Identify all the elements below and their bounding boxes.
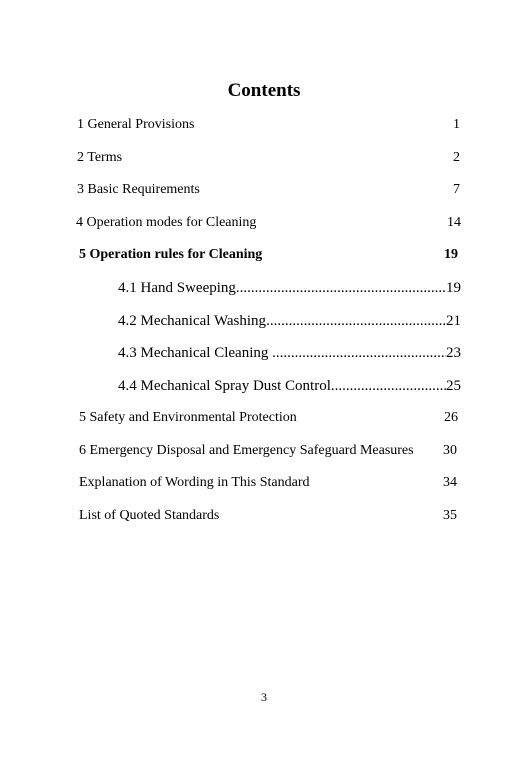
toc-entry-label: 4.3 Mechanical Cleaning: [118, 345, 273, 361]
toc-entry-label: 2 Terms: [77, 150, 123, 165]
toc-entry-label: 4 Operation modes for Cleaning: [76, 215, 257, 230]
toc-entry-page: 14: [447, 215, 461, 230]
dot-leader: [272, 343, 446, 363]
toc-entry-page: 30: [443, 443, 457, 458]
toc-entry-label: 1 General Provisions: [77, 117, 195, 132]
toc-subentry: [118, 376, 461, 396]
toc-entry-page: 1: [453, 117, 460, 132]
toc-subentry: [118, 343, 461, 363]
toc-entry-label: 3 Basic Requirements: [77, 182, 200, 197]
dot-leader: [266, 311, 446, 331]
toc-entry-page: 21: [446, 313, 461, 329]
toc-entry-page: 7: [453, 182, 460, 197]
toc-entry-label: 5 Operation rules for Cleaning: [79, 247, 263, 262]
toc-entry-page: 26: [444, 410, 458, 425]
toc-entry-page: 34: [443, 475, 457, 490]
toc-entry-label: 4.2 Mechanical Washing: [118, 313, 267, 329]
toc-entry-label: 6 Emergency Disposal and Emergency Safeguard Measures: [79, 443, 414, 458]
toc-subentry: [118, 311, 461, 331]
toc-entry-page: 2: [453, 150, 460, 165]
dot-leader: [236, 278, 446, 298]
toc-entry-label: List of Quoted Standards: [79, 508, 220, 523]
dot-leader: [331, 376, 446, 396]
page-number: 3: [261, 690, 267, 704]
toc-entry-page: 19: [444, 247, 458, 262]
toc-entry-label: Explanation of Wording in This Standard: [79, 475, 310, 490]
toc-subentry: [118, 278, 461, 298]
toc-entry-page: 23: [446, 345, 461, 361]
toc-entry-page: 19: [446, 280, 461, 296]
toc-entry-label: 4.4 Mechanical Spray Dust Control: [118, 378, 331, 394]
toc-entry-page: 25: [446, 378, 461, 394]
toc-entry-label: 4.1 Hand Sweeping: [118, 280, 236, 296]
toc-entry-label: 5 Safety and Environmental Protection: [79, 410, 297, 425]
contents-title: Contents: [227, 80, 301, 101]
toc-entry-page: 35: [443, 508, 457, 523]
